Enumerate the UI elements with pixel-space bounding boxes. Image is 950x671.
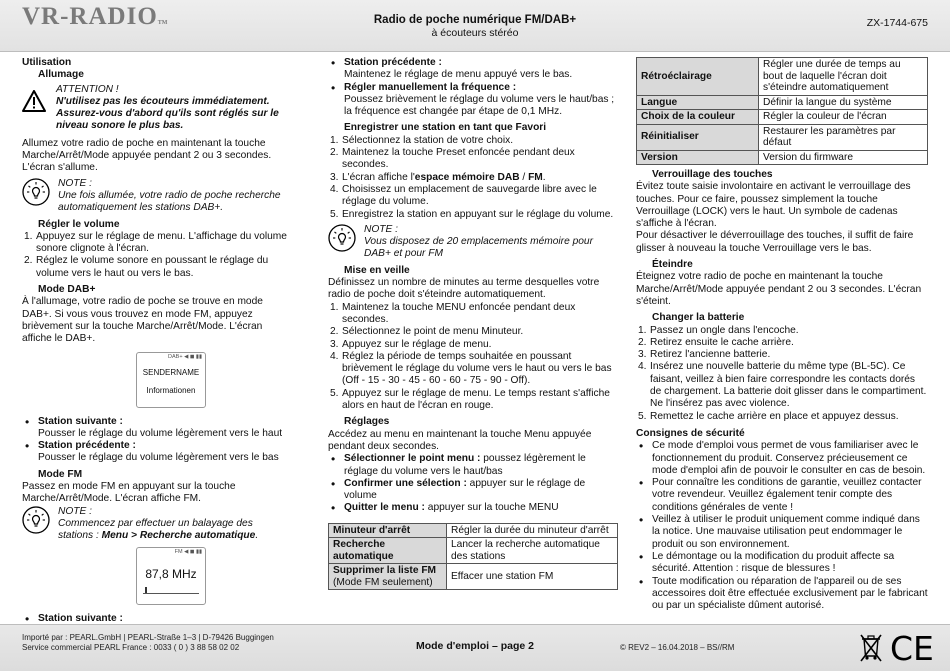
list-item: • Quitter le menu : appuyer sur la touche MENU	[328, 502, 618, 514]
revision-info: © REV2 – 16.04.2018 – BS//RM	[620, 643, 735, 652]
dab-mode-text: À l'allumage, votre radio de poche se trouve en mode DAB+. Si vous vous trouvez en mode FM, appuyez brièvement sur la touche Marche/Arrêt/Mode. L'écran affiche le DAB+.	[22, 296, 263, 345]
importer-info: Importé par : PEARL.GmbH | PEARL-Straße 1–3 | D-79426 Buggingen Service commercial PEARL France : 0033 ( 0 ) 3 88 58 02 02	[22, 633, 274, 652]
section-title-safety: Consignes de sécurité	[636, 427, 745, 439]
table-row: Recherche automatique Lancer la recherche automatique des stations	[329, 538, 618, 564]
lightbulb-icon	[22, 178, 50, 206]
list-item: Sélectionnez le point de menu Minuteur.	[342, 326, 524, 338]
document-title: Radio de poche numérique FM/DAB+	[373, 14, 577, 26]
list-item: • Station précédente : Maintenez le réglage de menu appuyé vers le bas.	[328, 57, 618, 82]
table-row: Langue Définir la langue du système	[637, 95, 928, 110]
list-item: Retirez l'ancienne batterie.	[650, 349, 771, 361]
table-row: Version Version du firmware	[637, 150, 928, 165]
display-station-name: SENDERNAME	[142, 367, 200, 377]
column-3	[636, 57, 928, 612]
list-item: L'écran affiche l'espace mémoire DAB / FM.	[342, 171, 546, 183]
page-header	[0, 0, 950, 52]
warning-text: ATTENTION ! N'utilisez pas les écouteurs immédiatement. Assurez-vous d'abord qu'ils sont réglés sur le niveau sonore le plus bas.	[56, 83, 279, 132]
display-info: Informationen	[146, 385, 196, 395]
column-1	[22, 57, 290, 637]
document-subtitle: à écouteurs stéréo	[431, 27, 519, 39]
certification-marks	[860, 631, 934, 665]
subsection-title-lock: Verrouillage des touches	[652, 169, 773, 180]
table-row: Minuteur d'arrêt Régler la durée du minuteur d'arrêt	[329, 523, 618, 538]
list-item: Remettez le cache arrière en place et appuyez dessus.	[650, 410, 899, 422]
power-off-text: Éteignez votre radio de poche en maintenant la touche Marche/Arrêt/Mode appuyée pendant 2 ou 3 secondes. L'écran s'éteint.	[636, 271, 922, 307]
subsection-title-settings: Réglages	[344, 416, 390, 428]
fm-mode-text: Passez en mode FM en appuyant sur la touche Marche/Arrêt/Mode. L'écran affiche FM.	[22, 481, 236, 505]
sleep-steps	[328, 302, 618, 413]
list-item: • Station suivante :	[22, 613, 290, 638]
list-item: Retirez ensuite le cache arrière.	[650, 336, 794, 348]
weee-bin-icon	[860, 633, 882, 663]
table-row: Choix de la couleur Régler la couleur de l'écran	[637, 110, 928, 125]
subsection-title-battery: Changer la batterie	[652, 312, 745, 324]
list-item: • Pour connaître les conditions de garantie, veuillez contacter votre revendeur. Veuillez également tenir compte des conditions générales de vente !	[636, 477, 928, 514]
list-item: Choisissez un emplacement de sauvegarde libre avec le réglage du volume.	[342, 183, 597, 208]
volume-steps	[22, 231, 290, 280]
list-item: • Station précédente : Pousser le réglage du volume légèrement vers le bas	[22, 440, 290, 465]
table-row: Rétroéclairage Régler une durée de temps au bout de laquelle l'écran doit s'éteindre automatiquement	[637, 58, 928, 96]
power-on-text: Allumez votre radio de poche en maintenant la touche Marche/Arrêt/Mode appuyée pendant 2 ou 3 secondes. L'écran s'allume.	[22, 137, 272, 174]
warning-triangle-icon	[22, 90, 46, 112]
list-item: • Station suivante : Pousser le réglage du volume légèrement vers le haut	[22, 416, 290, 441]
display-status-bar: DAB+ ◀ ◼ ▮▮	[168, 353, 202, 360]
dab-display-illustration	[136, 352, 206, 408]
section-title-utilisation: Utilisation	[22, 57, 72, 68]
list-item: • Veillez à utiliser le produit uniquement comme indiqué dans la notice. Une mauvaise utilisation peut endommager le produit ou son environnement.	[636, 514, 928, 551]
note-title: NOTE :	[58, 505, 92, 517]
sleep-text: Définissez un nombre de minutes au terme desquelles votre radio de poche doit s'éteindre automatiquement.	[328, 277, 600, 301]
subsection-title-power-off: Éteindre	[652, 259, 693, 271]
list-item: Sélectionnez la station de votre choix.	[342, 134, 514, 146]
column-2	[328, 57, 618, 590]
display-frequency: 87,8 MHz	[145, 566, 197, 581]
subsection-title-sleep: Mise en veille	[344, 264, 410, 276]
subsection-title-allumage: Allumage	[38, 69, 84, 81]
note-text: Vous disposez de 20 emplacements mémoire pour DAB+ et pour FM	[364, 236, 593, 260]
lightbulb-icon	[22, 506, 50, 534]
svg-text:CE: CE	[890, 631, 934, 665]
settings-table-2	[636, 57, 928, 165]
list-item: Appuyez sur le réglage de menu. Le temps restant s'affiche alors en haut de l'écran en rouge.	[342, 387, 610, 412]
list-item: • Sélectionner le point menu : poussez légèrement le réglage du volume vers le haut/bas	[328, 453, 618, 478]
frequency-scale	[143, 588, 199, 594]
list-item: • Le démontage ou la modification du produit affecte sa sécurité. Attention : risque de blessures !	[636, 551, 928, 576]
product-code: ZX-1744-675	[866, 17, 928, 29]
list-item: Appuyez sur le réglage de menu.	[342, 338, 492, 350]
page-footer	[0, 624, 950, 671]
note-title: NOTE :	[364, 223, 398, 235]
note-text: Commencez par effectuer un balayage des stations : Menu > Recherche automatique.	[58, 517, 259, 542]
favorite-steps	[328, 135, 618, 221]
list-item: Enregistrez la station en appuyant sur le réglage du volume.	[342, 208, 614, 220]
warning-block	[22, 84, 290, 133]
subsection-title-dab: Mode DAB+	[38, 284, 96, 296]
note-block	[328, 224, 618, 261]
list-item: • Ce mode d'emploi vous permet de vous familiariser avec le fonctionnement du produit. Conservez précieusement ce mode d'emploi afin de pouvoir le consulter en cas de besoin.	[636, 440, 928, 477]
page-number: Mode d'emploi – page 2	[415, 640, 535, 652]
list-item: Réglez le volume sonore en poussant le réglage du volume vers le haut ou vers le bas.	[36, 255, 269, 279]
note-text: Une fois allumée, votre radio de poche recherche automatiquement les stations DAB+.	[58, 189, 281, 214]
brand-logo: VR-RADIOTM	[22, 3, 168, 30]
note-block	[22, 506, 290, 543]
settings-text: Accédez au menu en maintenant la touche Menu appuyée pendant deux secondes.	[328, 428, 592, 452]
ce-mark-icon	[890, 631, 934, 665]
subsection-title-fm: Mode FM	[38, 468, 83, 480]
unlock-text: Pour désactiver le déverrouillage des touches, il suffit de faire glisser à nouveau la touche Verrouillage vers le bas.	[636, 230, 914, 254]
note-title: NOTE :	[58, 177, 92, 189]
list-item: Maintenez la touche Preset enfoncée pendant deux secondes.	[342, 147, 575, 171]
subsection-title-volume: Régler le volume	[38, 218, 120, 230]
list-item: Passez un ongle dans l'encoche.	[650, 324, 799, 336]
list-item: Appuyez sur le réglage de menu. L'affichage du volume sonore clignote à l'écran.	[36, 230, 287, 255]
table-row: Supprimer la liste FM (Mode FM seulement) Effacer une station FM	[329, 564, 618, 590]
lightbulb-icon	[328, 224, 356, 252]
table-row: Réinitialiser Restaurer les paramètres par défaut	[637, 124, 928, 150]
note-block	[22, 178, 290, 215]
display-status-bar: FM ◀ ◼ ▮▮	[174, 548, 202, 555]
list-item: Insérez une nouvelle batterie du même type (BL-5C). Ce faisant, veillez à bien faire correspondre les contacts dorés de chargement. La batterie doit glisser dans le compartiment. Ne l'insérez pas avec violence.	[650, 361, 927, 410]
lock-text: Évitez toute saisie involontaire en activant le verrouillage des touches. Pour ce faire, poussez simplement la touche Verrouillage (LOCK) vers le haut. Un symbole de cadenas s'affiche à l'écran.	[636, 181, 911, 230]
subsection-title-favorite: Enregistrer une station en tant que Favori	[344, 122, 547, 134]
list-item: • Confirmer une sélection : appuyer sur le réglage de volume	[328, 478, 618, 503]
list-item: Réglez la période de temps souhaitée en poussant brièvement le réglage du volume vers le haut ou vers le bas (Off - 15 - 30 - 45 - 60 - 60 - 75 - 90 - Off).	[342, 350, 612, 387]
fm-display-illustration	[136, 547, 206, 605]
settings-table-1	[328, 523, 618, 591]
list-item: • Régler manuellement la fréquence : Poussez brièvement le réglage du volume vers le haut/bas ; la fréquence est changée par étape de 0,1 MHz.	[328, 82, 618, 119]
list-item: Maintenez la touche MENU enfoncée pendant deux secondes.	[342, 301, 576, 325]
header-title-block	[0, 3, 950, 40]
battery-steps	[636, 325, 928, 423]
list-item: • Toute modification ou réparation de l'appareil ou de ses accessoires doit être effectuée exclusivement par le fabricant ou par un spécialiste dûment autorisé.	[636, 576, 928, 613]
